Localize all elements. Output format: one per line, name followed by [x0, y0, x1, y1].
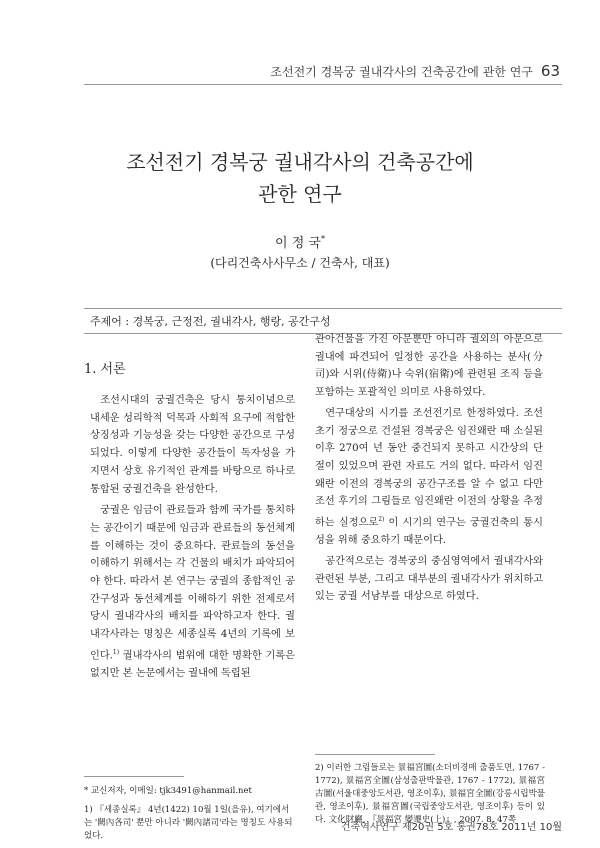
running-head: [0, 62, 560, 80]
footnote-2: 2) 이러한 그림들로는 景福宮圖(소더비경매 출품도면, 1767 - 1772), 景福宮全圖(삼성출판박물관, 1767 - 1772), 景福宮古圖(서울대중앙도서관, 영조이후), 景福宮全圖(강릉시립박물관, 영조이후), 景福宮圖(국립중앙도서관, 영조이후) 등이 있다. 文化財廳, 『景福宮 變遷史(上)』, 2007. 8, 47쪽: [315, 763, 545, 825]
footnote-rule-right: [315, 754, 435, 755]
right-paragraph-1: 관아건물을 가진 아문뿐만 아니라 궐외의 아문으로 궐내에 파견되어 일정한 공간을 사용하는 분사(分司)와 시위(侍衛)나 숙위(宿衛)에 관련된 조직 등을 포함하는 포괄적인 의미로 사용하였다.: [315, 334, 543, 399]
left-paragraph-2: [90, 502, 295, 682]
author-mark: *: [320, 234, 325, 244]
paper-title: [60, 146, 540, 210]
footnote-1: 1) 『세종실록』 4년(1422) 10월 1일(을유), 여기에서는 '闕內各司' 뿐만 아니라 '闕內諸司'라는 명칭도 사용되었다.: [84, 805, 293, 841]
header-rule: [84, 84, 562, 85]
keywords: 주제어 : 경복궁, 근정전, 궐내각사, 행랑, 공간구성: [84, 308, 562, 334]
left-paragraph-2-tail: 궐내각사의 범위에 대한 명확한 기록은 없지만 본 논문에서는 궐내에 독립된: [90, 650, 295, 679]
right-column: [315, 331, 543, 606]
page-number: 63: [540, 62, 560, 80]
author-name: 이 정 국: [275, 236, 321, 251]
right-paragraph-2-tail: 이 시기의 연구는 궁궐건축의 통시성을 위해 중요하기 때문이다.: [315, 517, 543, 547]
right-paragraph-3: 공간적으로는 경복궁의 중심영역에서 궐내각사와 관련된 부분, 그리고 대부분의 궐내각사가 위치하고 있는 궁궐 서남부를 대상으로 하였다.: [315, 555, 543, 603]
corresponding-author-note: * 교신저자, 이메일: tjk3491@hanmail.net: [84, 786, 252, 796]
footnote-ref-2[interactable]: 2): [378, 516, 385, 524]
left-paragraph-1: 조선시대의 궁궐건축은 당시 통치이념으로 내세운 성리학적 덕목과 사회적 요구에 적합한 상징성과 기능성을 갖는 다양한 공간으로 구성되었다. 이렇게 다양한 공간들이 독자성을 가지면서 상호 유기적인 관계를 바탕으로 하나로 통합된 궁궐건축을 완성한다.: [90, 395, 295, 495]
title-line-2: 관한 연구: [258, 182, 342, 206]
footnote-rule-left: [84, 776, 184, 777]
right-paragraph-2: [315, 405, 543, 550]
running-head-text: 조선전기 경복궁 궐내각사의 건축공간에 관한 연구: [270, 65, 533, 79]
title-line-1: 조선전기 경복궁 궐내각사의 건축공간에: [126, 150, 474, 174]
footnote-ref-1[interactable]: 1): [112, 648, 120, 656]
right-paragraph-2-text: 연구대상의 시기를 조선전기로 한정하였다. 조선초기 정궁으로 건설된 경복궁은 임진왜란 때 소실된 이후 270여 년 동안 중건되지 못하고 시간상의 단절이 있었으며 관련 자료도 거의 없다. 따라서 임진왜란 이전의 경복궁의 공간구조를 알 수 없고 다만 조선 후기의 그림들로 임진왜란 이전의 상황을 추정하는 실정으로: [315, 407, 543, 529]
author: [60, 232, 540, 251]
left-column: [90, 392, 295, 683]
author-affiliation: (다리건축사사무소 / 건축사, 대표): [210, 256, 390, 270]
left-paragraph-2-text: 궁궐은 임금이 관료들과 함께 국가를 통치하는 공간이기 때문에 임금과 관료들의 동선체계를 이해하는 것이 중요하다. 관료들의 동선을 이해하기 위해서는 각 건물의 배치가 파악되어야 한다. 따라서 본 연구는 궁궐의 종합적인 공간구성과 동선체계를 이해하기 위한 전제로서 당시 궐내각사의 배치를 파악하고자 한다. 궐내각사라는 명칭은 세종실록 4년의 기록에 보인다.: [90, 505, 295, 662]
journal-footer: 건축역사연구 제20권 5호 통권78호 2011년 10월: [340, 822, 562, 833]
section-heading: 1. 서론: [84, 362, 126, 377]
